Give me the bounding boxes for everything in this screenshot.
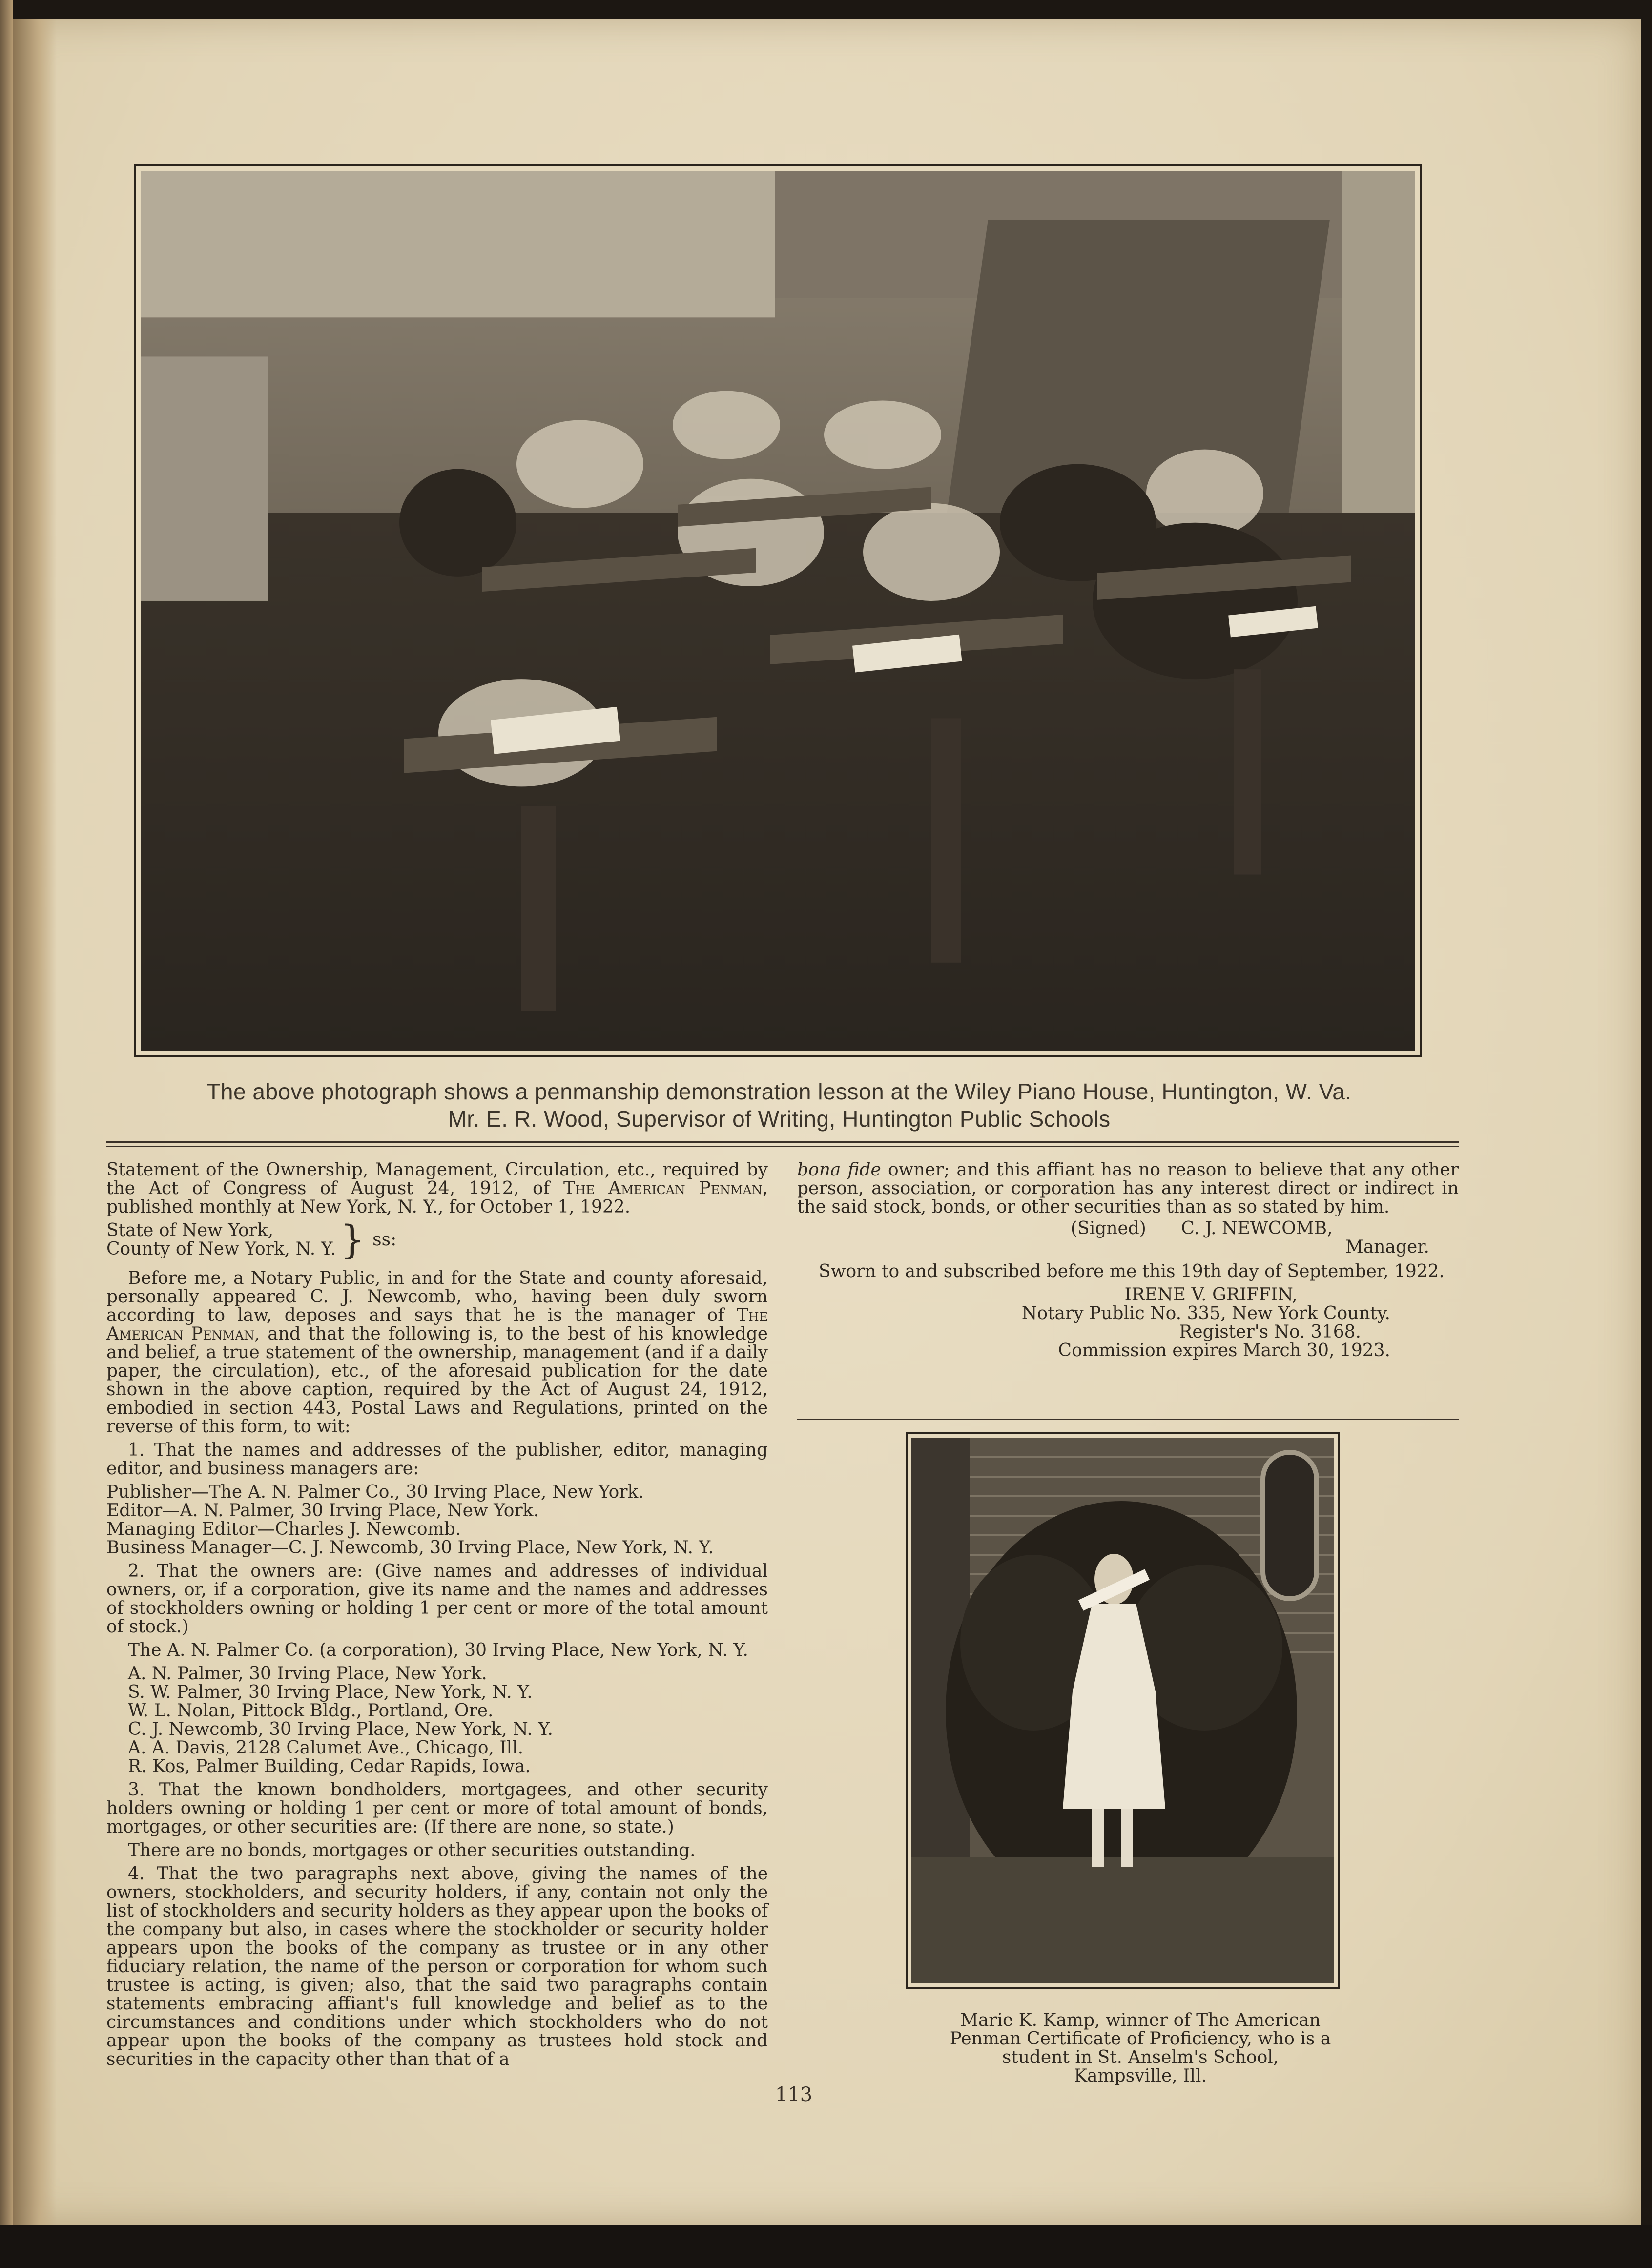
signer-name: C. J. NEWCOMB, xyxy=(1181,1218,1333,1238)
venue-block xyxy=(106,1217,768,1262)
officers-list xyxy=(106,1483,768,1557)
owner-item: A. A. Davis, 2128 Calumet Ave., Chicago, Ill. xyxy=(128,1738,524,1758)
classroom-photograph-image xyxy=(141,171,1415,1051)
scan-bottom-edge xyxy=(0,2225,1652,2268)
notary-line: Notary Public No. 335, New York County. xyxy=(1021,1303,1390,1323)
statement-item-3: 3. That the known bondholders, mortgagees, and other security holders owning or holding 1 per cent or more of total amount of bonds, mortgages, or other securities are: (If there are none, so state.) xyxy=(106,1780,768,1837)
portrait-caption-line-4: Kampsville, Ill. xyxy=(1074,2066,1207,2086)
portrait-caption-line-1: Marie K. Kamp, winner of The American xyxy=(960,2010,1321,2030)
portrait-caption-line-2: Penman Certificate of Proficiency, who is a xyxy=(950,2029,1331,2049)
page-number: 113 xyxy=(775,2083,813,2106)
divider-top-b xyxy=(106,1146,1459,1147)
statement-none: There are no bonds, mortgages or other securities outstanding. xyxy=(128,1840,696,1860)
scan-edge xyxy=(0,0,13,2268)
statement-deposition: Before me, a Notary Public, in and for the State and county aforesaid, personally appeared C. J. Newcomb, who, having been duly sworn according to law, deposes and says that he is the manager of The American Penman, and that the following is, to the best of his knowledge and belief, a true statement of the ownership, management (and if a daily paper, the circulation), etc., of the aforesaid publication for the date shown in the above caption, required by the Act of August 24, 1912, embodied in section 443, Postal Laws and Regulations, printed on the reverse of this form, to wit: xyxy=(106,1268,768,1437)
portrait-caption-line-3: student in St. Anselm's School, xyxy=(1002,2047,1279,2067)
notary-name: IRENE V. GRIFFIN, xyxy=(1124,1285,1298,1305)
owner-item: R. Kos, Palmer Building, Cedar Rapids, Iowa. xyxy=(128,1756,531,1776)
statement-left-column xyxy=(106,1161,768,2074)
statement-right-column xyxy=(797,1161,1459,1360)
statement-item-2: 2. That the owners are: (Give names and addresses of individual owners, or, if a corporation, give its name and the names and addresses of stockholders owning or holding 1 per cent or more of the total amount of stock.) xyxy=(106,1561,768,1637)
caption-line-1: The above photograph shows a penmanship demonstration lesson at the Wiley Piano House, Huntington, W. Va. xyxy=(206,1079,1352,1104)
sworn-statement: Sworn to and subscribed before me this 19th day of September, 1922. xyxy=(819,1261,1445,1281)
notary-commission: Commission expires March 30, 1923. xyxy=(1058,1340,1390,1361)
caption-line-2: Mr. E. R. Wood, Supervisor of Writing, Huntington Public Schools xyxy=(448,1106,1111,1132)
venue-brace: } xyxy=(340,1217,365,1262)
statement-item-4: 4. That the two paragraphs next above, giving the names of the owners, stockholders, and security holders, if any, contain not only the list of stockholders and security holders as they appear upon the books of the company but also, in cases where the stockholder or security holder appears upon the books of the company as trustee or in any other fiduciary relation, the name of the person or corporation for whom such trustee is acting, is given; also, that the said two paragraphs contain statements embracing affiant's full knowledge and belief as to the circumstances and conditions under which stockholders who do not appear upon the books of the company as trustees hold stock and securities in the capacity other than that of a xyxy=(106,1864,768,2069)
statement-item-1: 1. That the names and addresses of the publisher, editor, managing editor, and business managers are: xyxy=(106,1440,768,1479)
owner-item: S. W. Palmer, 30 Irving Place, New York, N. Y. xyxy=(128,1682,533,1702)
portrait-caption xyxy=(896,2011,1384,2085)
owner-item: W. L. Nolan, Pittock Bldg., Portland, Ore. xyxy=(128,1701,494,1721)
venue-county: County of New York, N. Y. xyxy=(106,1239,336,1259)
portrait-photograph xyxy=(911,1438,1334,1983)
notary-block xyxy=(797,1286,1459,1360)
signer-title: Manager. xyxy=(1345,1237,1429,1257)
statement-corporation: The A. N. Palmer Co. (a corporation), 30 Irving Place, New York, N. Y. xyxy=(128,1640,748,1660)
signature-block xyxy=(797,1219,1459,1238)
photograph-caption xyxy=(120,1078,1438,1133)
officer-business-manager: Business Manager—C. J. Newcomb, 30 Irving Place, New York, N. Y. xyxy=(106,1538,714,1558)
portrait-photograph-frame xyxy=(906,1432,1340,1989)
magazine-page xyxy=(13,19,1641,2225)
statement-item-4-continued: bona fide owner; and this affiant has no reason to believe that any other person, association, or corporation has any interest direct or indirect in the said stock, bonds, or other securities than as so stated by him. xyxy=(797,1160,1459,1217)
owner-item: C. J. Newcomb, 30 Irving Place, New York, N. Y. xyxy=(128,1719,553,1739)
statement-intro: Statement of the Ownership, Management, Circulation, etc., required by the Act of Congress of August 24, 1912, of The American Penman, published monthly at New York, N. Y., for October 1, 1922. xyxy=(106,1160,768,1217)
page-spine-shadow xyxy=(13,19,57,2225)
divider-right xyxy=(797,1419,1459,1420)
venue-state: State of New York, xyxy=(106,1220,274,1240)
officer-editor: Editor—A. N. Palmer, 30 Irving Place, New York. xyxy=(106,1501,539,1521)
divider-top-a xyxy=(106,1141,1459,1143)
portrait-photograph-image xyxy=(911,1438,1334,1983)
notary-register: Register's No. 3168. xyxy=(1179,1322,1361,1342)
classroom-photograph-frame xyxy=(134,164,1422,1057)
officer-managing-editor: Managing Editor—Charles J. Newcomb. xyxy=(106,1519,461,1539)
officer-publisher: Publisher—The A. N. Palmer Co., 30 Irving Place, New York. xyxy=(106,1482,644,1502)
signed-label: (Signed) xyxy=(1071,1218,1146,1238)
owner-item: A. N. Palmer, 30 Irving Place, New York. xyxy=(128,1664,487,1684)
venue-ss: ss: xyxy=(372,1230,397,1250)
owners-list xyxy=(106,1665,768,1776)
classroom-photograph xyxy=(141,171,1415,1051)
